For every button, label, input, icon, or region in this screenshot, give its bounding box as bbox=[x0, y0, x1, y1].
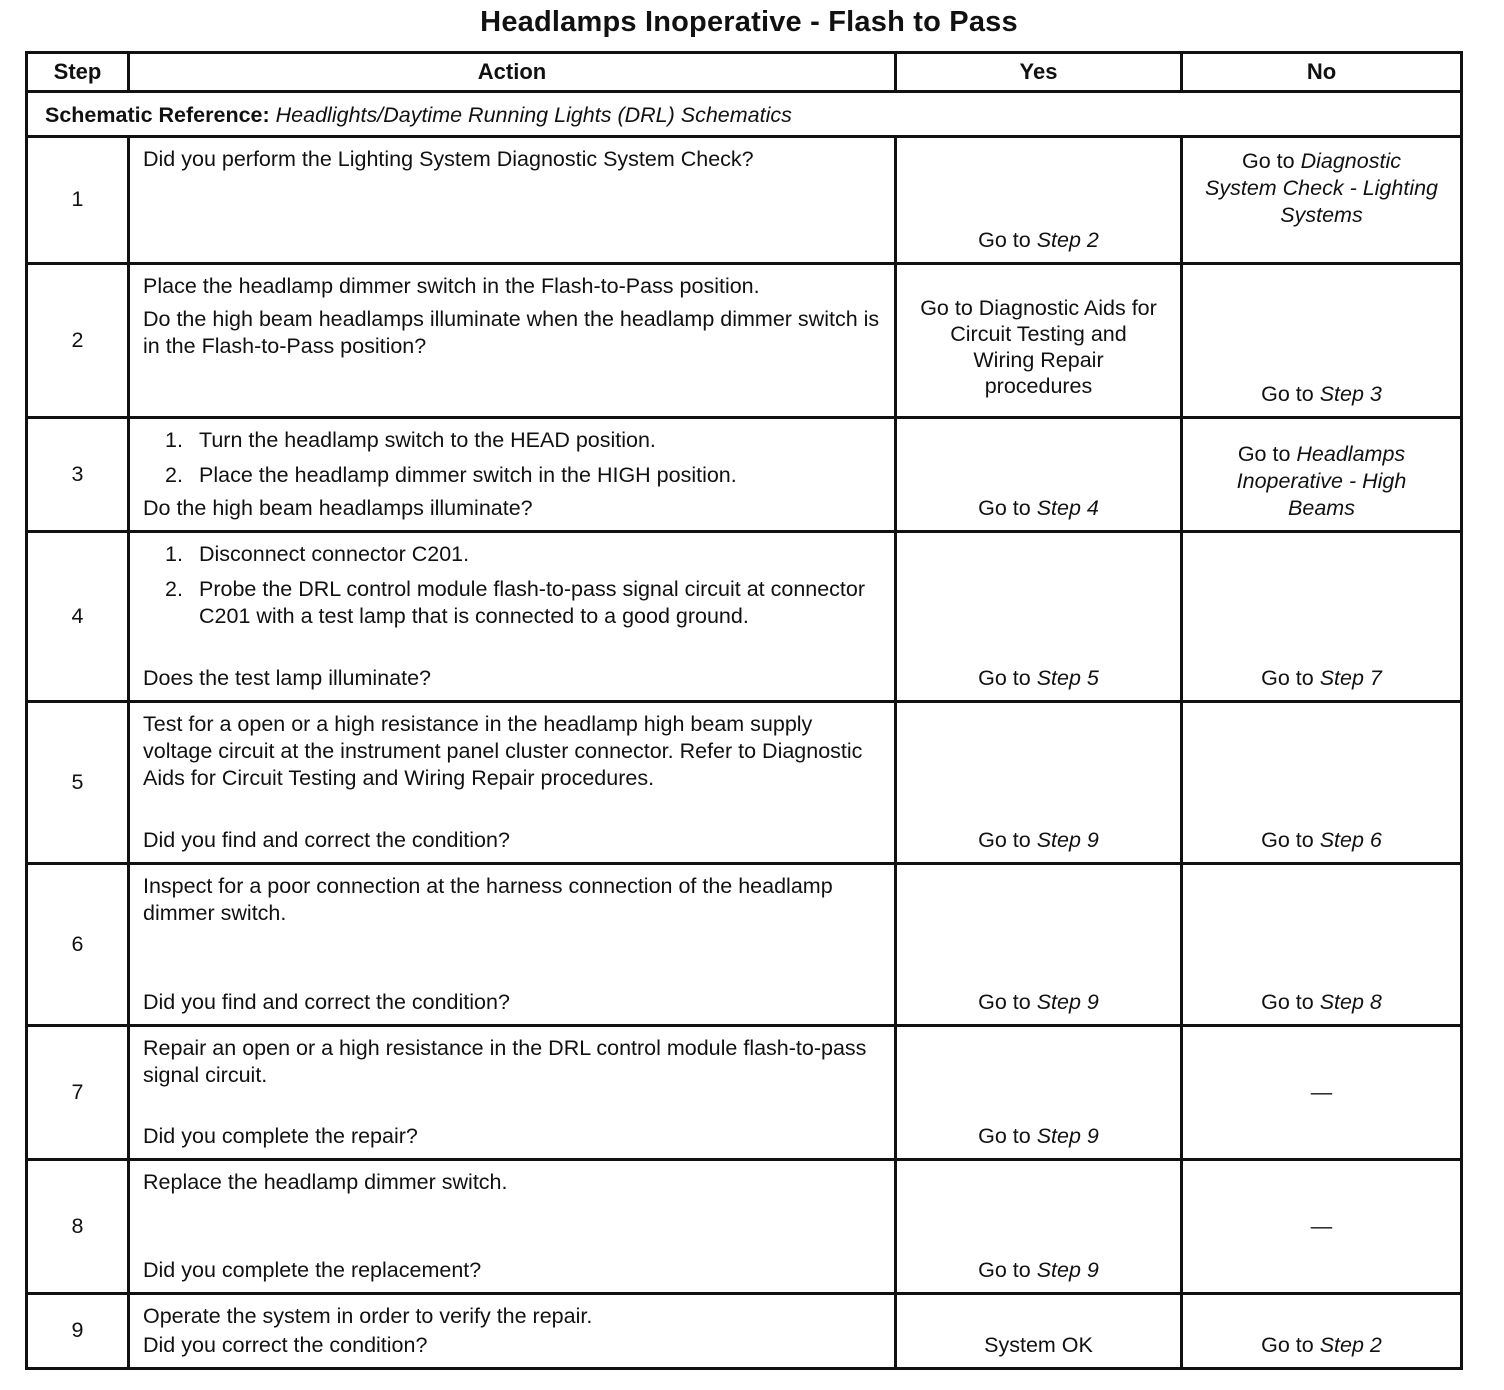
no-action[interactable] bbox=[1261, 1332, 1382, 1359]
yes-action-link[interactable]: Step 9 bbox=[1036, 1124, 1099, 1148]
header-step: Step bbox=[53, 59, 102, 84]
action-cell bbox=[130, 865, 894, 1024]
action-cell bbox=[130, 533, 894, 700]
action-paragraph: Replace the headlamp dimmer switch. bbox=[143, 1170, 508, 1194]
action-question: Did you complete the repair? bbox=[143, 1124, 418, 1148]
action-question: Did you correct the condition? bbox=[143, 1333, 428, 1357]
action-question: Did you find and correct the condition? bbox=[143, 990, 510, 1014]
yes-action-prefix: Go to bbox=[978, 496, 1031, 520]
no-action-prefix: Go to bbox=[1261, 1333, 1314, 1357]
yes-action[interactable] bbox=[978, 495, 1099, 522]
action-cell bbox=[130, 265, 894, 416]
action-step bbox=[143, 427, 880, 454]
action-cell bbox=[130, 419, 894, 530]
no-action-link[interactable]: Step 8 bbox=[1319, 990, 1382, 1014]
no-cell bbox=[1183, 703, 1460, 862]
no-cell bbox=[1183, 138, 1460, 262]
no-cell bbox=[1183, 1027, 1460, 1158]
yes-action-prefix: Go to bbox=[978, 228, 1031, 252]
yes-cell bbox=[897, 1027, 1180, 1158]
action-question: Do the high beam headlamps illuminate? bbox=[143, 496, 533, 520]
divider bbox=[28, 90, 1460, 93]
yes-cell bbox=[897, 265, 1180, 416]
step-index: 1. bbox=[165, 542, 183, 566]
no-action-prefix: Go to bbox=[1261, 666, 1314, 690]
diagnostic-table bbox=[25, 51, 1463, 1370]
yes-action-link[interactable]: Step 4 bbox=[1036, 496, 1099, 520]
no-action-link[interactable]: Headlamps Inoperative - High Beams bbox=[1236, 442, 1407, 520]
no-cell bbox=[1183, 533, 1460, 700]
action-paragraph: Inspect for a poor connection at the harness connection of the headlamp dimmer switch. bbox=[143, 874, 833, 925]
step-text: Turn the headlamp switch to the HEAD position. bbox=[199, 428, 656, 452]
no-action bbox=[1311, 1079, 1333, 1106]
action-text bbox=[130, 265, 894, 360]
action-paragraph: Did you perform the Lighting System Diagnostic System Check? bbox=[143, 147, 754, 171]
action-text bbox=[130, 1295, 894, 1330]
yes-cell bbox=[897, 419, 1180, 530]
yes-action[interactable] bbox=[978, 227, 1099, 254]
header-yes: Yes bbox=[1019, 59, 1058, 84]
no-action-prefix: — bbox=[1310, 1080, 1333, 1104]
schematic-link[interactable]: Headlights/Daytime Running Lights (DRL) Schematics bbox=[275, 103, 792, 127]
yes-action-link[interactable]: Step 5 bbox=[1036, 666, 1099, 690]
yes-action-link[interactable]: Step 9 bbox=[1036, 1258, 1099, 1282]
no-action-link[interactable]: Step 3 bbox=[1319, 382, 1382, 406]
no-action[interactable] bbox=[1261, 381, 1382, 408]
no-action[interactable] bbox=[1261, 827, 1382, 854]
yes-action-link[interactable]: Step 9 bbox=[1036, 828, 1099, 852]
no-action-link[interactable]: Step 6 bbox=[1319, 828, 1382, 852]
action-steps bbox=[143, 427, 880, 489]
yes-action-prefix: Go to bbox=[978, 990, 1031, 1014]
action-cell bbox=[130, 1295, 894, 1367]
action-text bbox=[130, 1161, 894, 1196]
step-number: 4 bbox=[71, 603, 84, 628]
action-text bbox=[130, 533, 894, 630]
yes-cell bbox=[897, 1161, 1180, 1292]
no-cell bbox=[1183, 419, 1460, 530]
no-action[interactable] bbox=[1205, 148, 1438, 229]
step-number: 9 bbox=[71, 1318, 84, 1342]
action-cell bbox=[130, 138, 894, 262]
schematic-reference bbox=[45, 102, 792, 129]
no-action bbox=[1311, 1213, 1333, 1240]
yes-action-prefix: Go to bbox=[978, 1124, 1031, 1148]
no-action[interactable] bbox=[1261, 665, 1382, 692]
action-cell bbox=[130, 1161, 894, 1292]
yes-action[interactable] bbox=[978, 989, 1099, 1016]
no-cell bbox=[1183, 865, 1460, 1024]
no-cell bbox=[1183, 1161, 1460, 1292]
yes-action bbox=[919, 295, 1158, 399]
no-action-prefix: Go to bbox=[1261, 382, 1314, 406]
step-index: 2. bbox=[165, 577, 183, 601]
no-action-link[interactable]: Diagnostic System Check - Lighting Systems bbox=[1205, 149, 1439, 227]
page-title: Headlamps Inoperative - Flash to Pass bbox=[480, 6, 1018, 38]
step-text: Probe the DRL control module flash-to-pass signal circuit at connector C201 with a test lamp that is connected to a good ground. bbox=[199, 577, 866, 628]
header-no: No bbox=[1306, 59, 1337, 84]
action-text bbox=[130, 419, 894, 489]
action-step bbox=[143, 576, 880, 630]
action-text bbox=[130, 703, 894, 792]
yes-action[interactable] bbox=[978, 665, 1099, 692]
action-paragraph: Repair an open or a high resistance in the DRL control module flash-to-pass signal circuit. bbox=[143, 1036, 867, 1087]
action-cell bbox=[130, 703, 894, 862]
header-action: Action bbox=[477, 59, 547, 84]
yes-action-link[interactable]: Step 9 bbox=[1036, 990, 1099, 1014]
no-action-link[interactable]: Step 7 bbox=[1319, 666, 1382, 690]
no-action[interactable] bbox=[1205, 441, 1438, 522]
no-action-link[interactable]: Step 2 bbox=[1319, 1333, 1382, 1357]
step-index: 1. bbox=[165, 428, 183, 452]
action-step bbox=[143, 541, 880, 568]
step-number: 5 bbox=[71, 769, 84, 794]
no-action-prefix: — bbox=[1310, 1214, 1333, 1238]
yes-action-prefix: Go to bbox=[978, 666, 1031, 690]
action-paragraph: Test for a open or a high resistance in the headlamp high beam supply voltage circuit at the instrument panel cluster connector. Refer to Diagnostic Aids for Circuit Testing and Wiring Repair procedures. bbox=[143, 712, 863, 790]
step-number: 6 bbox=[71, 931, 84, 956]
yes-action-prefix: Go to Diagnostic Aids for Circuit Testing and Wiring Repair procedures bbox=[920, 296, 1157, 398]
action-text bbox=[130, 865, 894, 927]
action-paragraph: Place the headlamp dimmer switch in the Flash-to-Pass position. bbox=[143, 274, 760, 298]
step-text: Place the headlamp dimmer switch in the HIGH position. bbox=[199, 463, 737, 487]
yes-cell bbox=[897, 703, 1180, 862]
yes-action-link[interactable]: Step 2 bbox=[1036, 228, 1099, 252]
yes-action-prefix: Go to bbox=[978, 828, 1031, 852]
yes-action-prefix: Go to bbox=[978, 1258, 1031, 1282]
action-text bbox=[130, 138, 894, 173]
no-cell bbox=[1183, 1295, 1460, 1367]
yes-action[interactable] bbox=[978, 827, 1099, 854]
no-cell bbox=[1183, 265, 1460, 416]
no-action-prefix: Go to bbox=[1261, 990, 1314, 1014]
step-number: 7 bbox=[71, 1079, 84, 1104]
step-number: 8 bbox=[71, 1213, 84, 1238]
step-text: Disconnect connector C201. bbox=[199, 542, 470, 566]
yes-cell bbox=[897, 1295, 1180, 1367]
action-question: Did you complete the replacement? bbox=[143, 1258, 482, 1282]
yes-action bbox=[984, 1332, 1093, 1359]
step-number: 3 bbox=[71, 461, 84, 486]
schematic-label: Schematic Reference: bbox=[45, 103, 270, 127]
no-action[interactable] bbox=[1261, 989, 1382, 1016]
yes-action[interactable] bbox=[978, 1123, 1099, 1150]
action-paragraph: Operate the system in order to verify the repair. bbox=[143, 1304, 593, 1328]
yes-cell bbox=[897, 138, 1180, 262]
step-index: 2. bbox=[165, 463, 183, 487]
action-question: Did you find and correct the condition? bbox=[143, 828, 510, 852]
action-steps bbox=[143, 541, 880, 630]
step-number: 2 bbox=[71, 327, 84, 352]
action-question: Does the test lamp illuminate? bbox=[143, 666, 432, 690]
yes-cell bbox=[897, 865, 1180, 1024]
no-action-prefix: Go to bbox=[1261, 828, 1314, 852]
yes-action-prefix: System OK bbox=[984, 1333, 1093, 1357]
yes-cell bbox=[897, 533, 1180, 700]
action-text bbox=[130, 1027, 894, 1089]
no-action-prefix: Go to bbox=[1237, 442, 1291, 466]
no-action-prefix: Go to bbox=[1242, 149, 1295, 173]
step-number: 1 bbox=[71, 187, 84, 211]
yes-action[interactable] bbox=[978, 1257, 1099, 1284]
action-cell bbox=[130, 1027, 894, 1158]
action-step bbox=[143, 462, 880, 489]
action-paragraph: Do the high beam headlamps illuminate when the headlamp dimmer switch is in the Flash-to-Pass position? bbox=[143, 307, 880, 358]
